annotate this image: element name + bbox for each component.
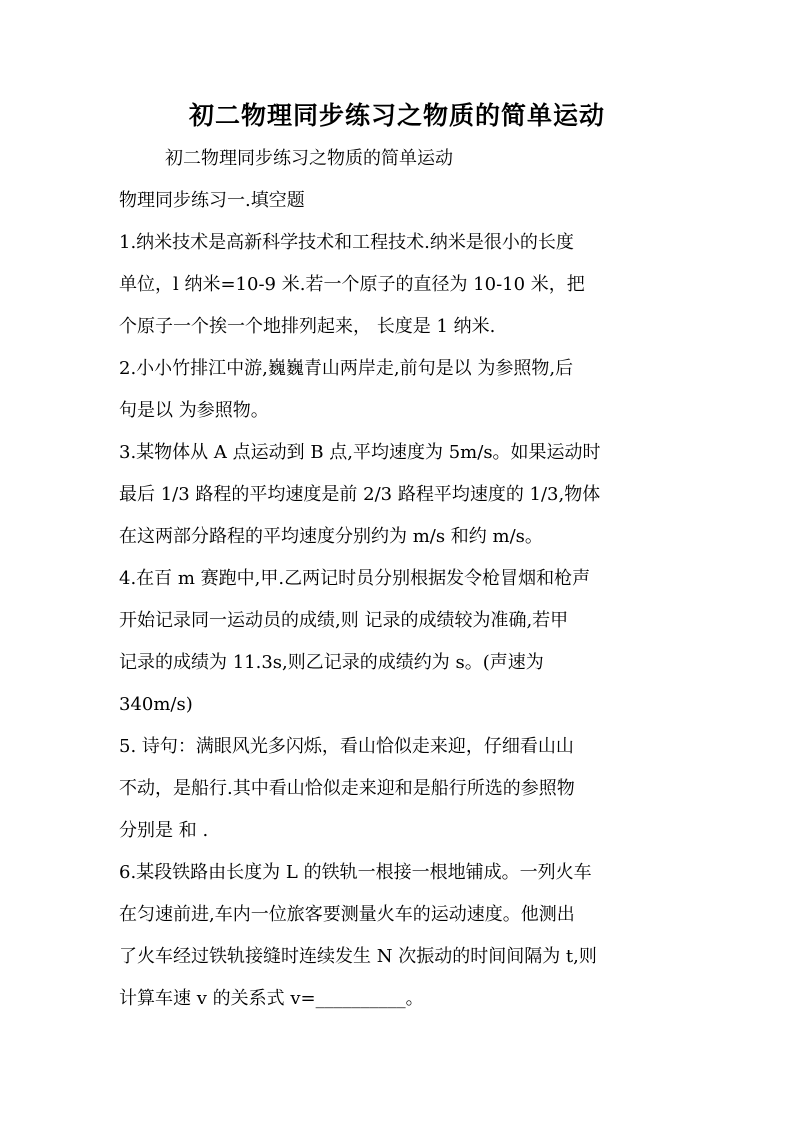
- document-subtitle: 初二物理同步练习之物质的简单运动: [165, 148, 453, 169]
- text-line: 在这两部分路程的平均速度分别约为 m/s 和约 m/s。: [119, 526, 543, 547]
- text-line: 6.某段铁路由长度为 L 的铁轨一根接一根地铺成。一列火车: [119, 862, 592, 883]
- text-line: 最后 1/3 路程的平均速度是前 2/3 路程平均速度的 1/3,物体: [119, 484, 601, 505]
- text-line: 340m/s): [119, 694, 193, 715]
- text-line: 2.小小竹排江中游,巍巍青山两岸走,前句是以 为参照物,后: [119, 358, 574, 379]
- text-line: 个原子一个挨一个地排列起来， 长度是 1 纳米.: [119, 316, 496, 337]
- text-line: 记录的成绩为 11.3s,则乙记录的成绩约为 s。(声速为: [119, 652, 544, 673]
- text-line: 不动，是船行.其中看山恰似走来迎和是船行所选的参照物: [119, 778, 575, 799]
- text-line: 计算车速 v 的关系式 v=__________。: [119, 988, 424, 1009]
- document-title: 初二物理同步练习之物质的简单运动: [188, 101, 605, 130]
- text-line: 在匀速前进,车内一位旅客要测量火车的运动速度。他测出: [119, 904, 575, 925]
- text-line: 分别是 和 .: [119, 820, 209, 841]
- text-line: 单位，l 纳米=10-9 米.若一个原子的直径为 10-10 米，把: [119, 274, 585, 295]
- text-line: 1.纳米技术是高新科学技术和工程技术.纳米是很小的长度: [119, 232, 574, 253]
- text-line: 3.某物体从 A 点运动到 B 点,平均速度为 5m/s。如果运动时: [119, 442, 601, 463]
- text-line: 4.在百 m 赛跑中,甲.乙两记时员分别根据发令枪冒烟和枪声: [119, 568, 591, 589]
- section-heading: 物理同步练习一.填空题: [119, 190, 305, 211]
- text-line: 开始记录同一运动员的成绩,则 记录的成绩较为准确,若甲: [119, 610, 569, 631]
- text-line: 5. 诗句：满眼风光多闪烁，看山恰似走来迎，仔细看山山: [119, 736, 574, 757]
- text-line: 句是以 为参照物。: [119, 400, 269, 421]
- text-line: 了火车经过铁轨接缝时连续发生 N 次振动的时间间隔为 t,则: [119, 946, 597, 967]
